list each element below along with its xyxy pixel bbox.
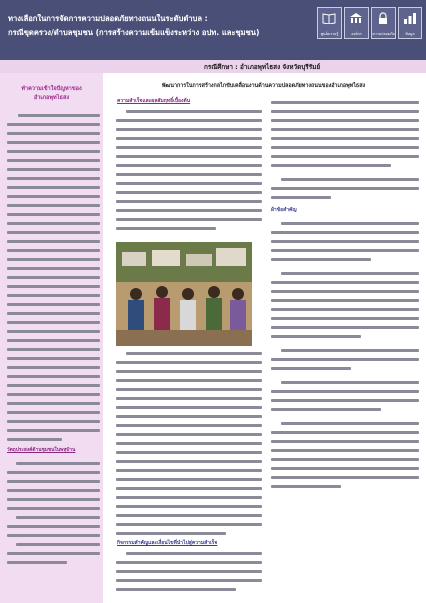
case-study-location: กรณีศึกษา : อำเภอพุทไธสง จังหวัดบุรีรัมย์ xyxy=(204,63,321,71)
document-title-line1: ทางเลือกในการจัดการความปลอดภัยทางถนนในระดับตำบล : xyxy=(8,14,208,23)
sidebar-title-line2: อำเภอพุทไธสง xyxy=(33,95,70,101)
chart-icon-caption: ข้อมูล xyxy=(405,32,415,36)
chart-icon xyxy=(398,7,422,39)
building-icon xyxy=(344,7,369,39)
lock-icon xyxy=(371,7,396,39)
lock-icon-caption: ความปลอดภัย xyxy=(372,32,395,36)
document-title-line2: กรณีขุดครวง/ตำบลชุมชน (การสร้างความเข้มแข็งระหว่าง อปท. และชุมชน) xyxy=(8,28,260,37)
sidebar-title-line1: ทำความเข้าใจปัญหาของ xyxy=(21,86,82,92)
building-icon-caption: องค์กร xyxy=(351,32,362,36)
community-activity-photo xyxy=(116,242,252,346)
header-banner xyxy=(0,0,426,60)
book-icon xyxy=(317,7,342,39)
sidebar-subheading: วัตถุประสงค์ด้านชุมชนในพหุบ้าน xyxy=(7,448,76,453)
section-title-key-activities: กิจกรรมสำคัญและเงื่อนไขที่นำไปสู่ความสำเร็จ xyxy=(117,540,218,546)
section-title-achievements: ความสำเร็จและผลสัมฤทธิ์เบื้องต้น xyxy=(117,98,191,104)
book-icon-caption: ศูนย์ความรู้ xyxy=(320,32,339,36)
section-title-factors: ผ้าข้อสำคัญ xyxy=(271,207,297,213)
main-heading: พัฒนาการในการสร้างกลไกขับเคลื่อนงานด้านความปลอดภัยทางถนนของอำเภอพุทไธสง xyxy=(161,83,366,89)
